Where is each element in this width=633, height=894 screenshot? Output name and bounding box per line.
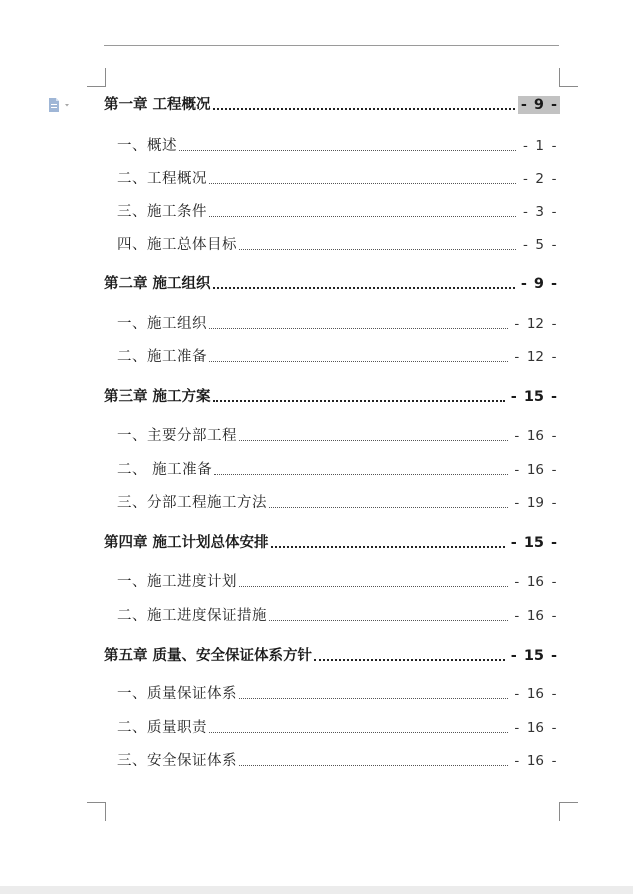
toc-entry-label: 二、施工进度保证措施 — [117, 608, 267, 624]
toc-page-number — [511, 494, 560, 512]
toc-leader-dots — [209, 328, 508, 329]
toc-page-number — [511, 573, 560, 591]
toc-entry-label: 四、施工总体目标 — [117, 237, 237, 253]
toc-page-number — [519, 170, 560, 188]
page-number-value: 16 — [526, 686, 544, 702]
toc-page-number — [518, 275, 560, 293]
page-number-value: 16 — [526, 720, 544, 736]
page-dash: - — [551, 316, 557, 332]
toc-page-number — [511, 607, 560, 625]
page-number-value: 15 — [523, 648, 544, 664]
toc-page-number — [519, 137, 560, 155]
page-dash: - — [551, 462, 557, 478]
toc-leader-dots — [271, 546, 505, 548]
page-dash: - — [514, 462, 520, 478]
page-dash: - — [522, 171, 528, 187]
toc-leader-dots — [213, 287, 515, 289]
toc-section-entry[interactable] — [104, 569, 560, 591]
page-dash: - — [522, 138, 528, 154]
document-icon[interactable] — [48, 98, 72, 112]
toc-leader-dots — [239, 698, 508, 699]
page-dash: - — [510, 389, 517, 405]
toc-entry-label: 二、施工准备 — [117, 349, 207, 365]
page-dash: - — [550, 535, 558, 551]
toc-page-number — [519, 203, 560, 221]
toc-entry-label: 第一章 工程概况 — [104, 97, 211, 113]
toc-section-entry[interactable] — [104, 681, 560, 703]
page-dash: - — [551, 720, 557, 736]
toc-leader-dots — [209, 732, 508, 733]
page-dash: - — [510, 648, 517, 664]
toc-section-entry[interactable] — [104, 715, 560, 737]
toc-entry-label: 三、分部工程施工方法 — [117, 495, 267, 511]
toc-chapter-entry[interactable] — [104, 384, 560, 406]
toc-entry-label: 第四章 施工计划总体安排 — [104, 535, 269, 551]
toc-section-entry[interactable] — [104, 344, 560, 366]
header-rule — [104, 45, 559, 46]
toc-section-entry[interactable] — [104, 133, 560, 155]
page-dash: - — [551, 349, 557, 365]
page-dash: - — [551, 171, 557, 187]
toc-chapter-entry[interactable] — [104, 643, 560, 665]
crop-mark-top-right — [559, 68, 578, 87]
page-number-value: 16 — [526, 608, 544, 624]
page-number-value: 9 — [533, 276, 544, 292]
toc-page-number — [511, 461, 560, 479]
page-dash: - — [551, 237, 557, 253]
toc-section-entry[interactable] — [104, 423, 560, 445]
page-number-value: 16 — [526, 753, 544, 769]
page-number-value: 12 — [526, 349, 544, 365]
toc-section-entry[interactable] — [104, 490, 560, 512]
page-dash: - — [514, 720, 520, 736]
page-number-value: 2 — [535, 171, 544, 187]
toc-section-entry[interactable] — [104, 603, 560, 625]
crop-mark-bottom-right — [559, 802, 578, 821]
page-number-value: 1 — [535, 138, 544, 154]
toc-leader-dots — [179, 150, 516, 151]
status-strip — [0, 886, 633, 894]
page-number-value: 16 — [526, 462, 544, 478]
page-dash: - — [514, 349, 520, 365]
toc-leader-dots — [269, 620, 508, 621]
toc-leader-dots — [239, 440, 508, 441]
page-dash: - — [551, 608, 557, 624]
toc-page-number — [511, 685, 560, 703]
toc-entry-label: 三、施工条件 — [117, 204, 207, 220]
toc-page-number — [511, 348, 560, 366]
page-number-value: 15 — [523, 389, 544, 405]
page-number-value: 3 — [535, 204, 544, 220]
page-dash: - — [514, 495, 520, 511]
toc-leader-dots — [209, 183, 516, 184]
toc-entry-label: 一、概述 — [117, 138, 177, 154]
crop-mark-top-left — [87, 68, 106, 87]
toc-entry-label: 第三章 施工方案 — [104, 389, 211, 405]
page-number-value: 16 — [526, 574, 544, 590]
page-dash: - — [514, 574, 520, 590]
page-dash: - — [520, 97, 527, 113]
toc-entry-label: 二、工程概况 — [117, 171, 207, 187]
toc-section-entry[interactable] — [104, 457, 560, 479]
page-dash: - — [551, 574, 557, 590]
toc-page-number — [511, 719, 560, 737]
toc-leader-dots — [314, 659, 505, 661]
toc-leader-dots — [213, 108, 515, 110]
toc-entry-label: 三、安全保证体系 — [117, 753, 237, 769]
page-dash: - — [551, 495, 557, 511]
toc-chapter-entry[interactable] — [104, 92, 560, 114]
toc-entry-label: 一、施工组织 — [117, 316, 207, 332]
page-dash: - — [514, 753, 520, 769]
page-number-value: 9 — [533, 97, 544, 113]
page-dash: - — [510, 535, 517, 551]
toc-leader-dots — [269, 507, 508, 508]
toc-leader-dots — [239, 249, 516, 250]
page-dash: - — [551, 428, 557, 444]
toc-entry-label: 一、质量保证体系 — [117, 686, 237, 702]
toc-leader-dots — [209, 216, 516, 217]
toc-entry-label: 一、主要分部工程 — [117, 428, 237, 444]
page-dash: - — [551, 753, 557, 769]
toc-section-entry[interactable] — [104, 311, 560, 333]
toc-section-entry[interactable] — [104, 199, 560, 221]
toc-leader-dots — [214, 474, 508, 475]
page-dash: - — [514, 686, 520, 702]
page-dash: - — [522, 237, 528, 253]
crop-mark-bottom-left — [87, 802, 106, 821]
toc-leader-dots — [213, 400, 505, 402]
toc-entry-label: 第二章 施工组织 — [104, 276, 211, 292]
toc-page-number — [519, 236, 560, 254]
page-number-value: 19 — [526, 495, 544, 511]
page-dash: - — [550, 389, 558, 405]
page-dash: - — [550, 276, 558, 292]
toc-page-number — [511, 315, 560, 333]
page-number-value: 5 — [535, 237, 544, 253]
toc-entry-label: 二、 施工准备 — [117, 462, 213, 478]
toc-leader-dots — [239, 586, 508, 587]
page-number-value: 15 — [523, 535, 544, 551]
toc-section-entry[interactable] — [104, 232, 560, 254]
toc-leader-dots — [209, 361, 508, 362]
toc-page-number — [511, 427, 560, 445]
toc-page-number — [518, 96, 560, 114]
page-number-value: 16 — [526, 428, 544, 444]
page-dash: - — [514, 608, 520, 624]
toc-section-entry[interactable] — [104, 748, 560, 770]
toc-page-number — [508, 647, 560, 665]
toc-chapter-entry[interactable] — [104, 530, 560, 552]
toc-page-number — [508, 388, 560, 406]
page-number-value: 12 — [526, 316, 544, 332]
toc-chapter-entry[interactable] — [104, 271, 560, 293]
page-dash: - — [522, 204, 528, 220]
page-dash: - — [551, 138, 557, 154]
page-dash: - — [514, 428, 520, 444]
page-dash: - — [550, 648, 558, 664]
toc-page-number — [508, 534, 560, 552]
page-dash: - — [551, 204, 557, 220]
toc-leader-dots — [239, 765, 508, 766]
page-dash: - — [514, 316, 520, 332]
toc-section-entry[interactable] — [104, 166, 560, 188]
toc-entry-label: 第五章 质量、安全保证体系方针 — [104, 648, 313, 664]
toc-entry-label: 一、施工进度计划 — [117, 574, 237, 590]
toc-entry-label: 二、质量职责 — [117, 720, 207, 736]
toc-page-number — [511, 752, 560, 770]
page-dash: - — [520, 276, 527, 292]
page-dash: - — [550, 97, 558, 113]
page-dash: - — [551, 686, 557, 702]
